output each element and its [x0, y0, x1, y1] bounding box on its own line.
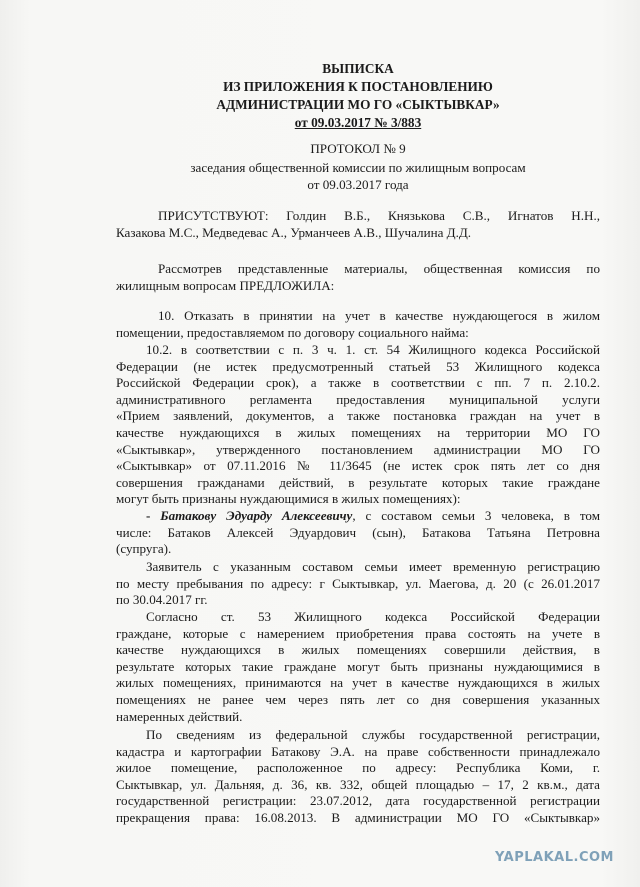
- intro-line-1: Рассмотрев представленные материалы, общественная комиссия по: [158, 261, 600, 276]
- intro-line-2: жилищным вопросам ПРЕДЛОЖИЛА:: [116, 277, 335, 293]
- federal-line: кадастра и картографии Батакову Э.А. на праве собственности принадлежало: [116, 743, 600, 759]
- intro-paragraph: [116, 261, 600, 294]
- article-53-line: качестве нуждающихся в жилых помещениях совершили действия, в: [116, 642, 600, 658]
- present-line-2: Казакова М.С., Медведевас А., Урманчеев А.В., Шучалина Д.Д.: [116, 224, 472, 240]
- item-10-2-line: административного регламента предоставления муниципальной услуги: [116, 391, 600, 407]
- item-10-2-line: «Прием заявлений, документов, а также постановка граждан на учет в: [116, 408, 600, 424]
- applicant-line-1: [116, 508, 600, 525]
- article-53-line: Согласно ст. 53 Жилищного кодекса Российской Федерации: [146, 609, 600, 624]
- applicant-line-2: числе: Батаков Алексей Эдуардович (сын), Батакова Татьяна Петровна: [116, 524, 600, 540]
- applicant-dash: -: [146, 508, 161, 523]
- registration-paragraph: [116, 559, 600, 609]
- article-53-line: намеренных действий.: [116, 708, 243, 724]
- item-10-2-line: совершения гражданами действий, в результате которых такие граждане: [116, 474, 600, 490]
- present-line-1: ПРИСУТСТВУЮТ: Голдин В.Б., Князькова С.В., Игнатов Н.Н.,: [158, 208, 600, 223]
- item-10-2-line: «Сыктывкар», утвержденного постановлением администрации МО ГО: [116, 441, 600, 457]
- article-53-line: результате которых такие граждане могут быть признаны нуждающимися в: [116, 658, 600, 674]
- applicant-name: Батакову Эдуарду Алексеевичу: [160, 508, 353, 523]
- federal-line: Сыктывкар, ул. Дальняя, д. 36, кв. 332, общей площадью – 17, 2 кв.м., дата: [116, 776, 600, 792]
- header-line-2: ИЗ ПРИЛОЖЕНИЯ К ПОСТАНОВЛЕНИЮ: [223, 79, 493, 94]
- protocol-subtitle: заседания общественной комиссии по жилищным вопросам: [190, 160, 526, 175]
- protocol-title: ПРОТОКОЛ № 9: [310, 141, 406, 156]
- site-watermark: YAPLAKAL.COM: [495, 850, 614, 865]
- item-10-2-line: «Сыктывкар» от 07.11.2016 № 11/3645 (не истек срок пять лет со дня: [116, 458, 600, 474]
- registration-line: по 30.04.2017 гг.: [116, 592, 208, 608]
- federal-line: жилое помещение, расположенное по адресу: Республика Коми, г.: [116, 760, 600, 776]
- item-10-2-line: качестве нуждающихся в жилых помещениях на территории МО ГО: [116, 424, 600, 440]
- federal-line: По сведениям из федеральной службы государственной регистрации,: [146, 727, 600, 742]
- federal-registry-paragraph: [116, 727, 600, 827]
- protocol-date: от 09.03.2017 года: [307, 177, 409, 192]
- federal-line: государственной регистрации: 23.07.2012, дата государственной регистрации: [116, 793, 600, 809]
- article-53-paragraph: [116, 609, 600, 725]
- article-53-line: граждане, которые с намерением приобретения права состоять на учете в: [116, 625, 600, 641]
- item-10-2: [116, 342, 600, 508]
- article-53-line: помещениях не ранее чем через пять лет со дня совершения указанных: [116, 691, 600, 707]
- item-10-line-2: помещении, предоставляемом по договору социального найма:: [116, 324, 469, 340]
- registration-line: по месту пребывания по адресу: г Сыктывкар, ул. Маегова, д. 20 (с 26.01.2017: [116, 575, 600, 591]
- applicant-family: , с составом семьи 3 человека, в том: [352, 508, 601, 523]
- applicant-line-3: (супруга).: [116, 541, 172, 557]
- header-line-1: ВЫПИСКА: [322, 61, 394, 76]
- item-10-2-line: Федерации (не истек предусмотренный статьей 53 Жилищного кодекса: [116, 358, 600, 374]
- protocol-heading: [116, 140, 600, 193]
- registration-line: Заявитель с указанным составом семьи имеет временную регистрацию: [146, 559, 600, 574]
- item-10-line-1: 10. Отказать в принятии на учет в качестве нуждающегося в жилом: [158, 308, 600, 323]
- header-line-4: от 09.03.2017 № 3/883: [294, 115, 422, 130]
- item-10-2-line: могут быть признаны нуждающимися в жилых помещениях):: [116, 491, 461, 507]
- federal-line: прекращения права: 16.08.2013. В администрации МО ГО «Сыктывкар»: [116, 809, 600, 825]
- article-53-line: жилых помещениях, принимаются на учет в качестве нуждающихся в жилых: [116, 675, 600, 691]
- item-10-2-line: Российской Федерации срок), а также в соответствии с пп. 7 п. 2.10.2.: [116, 375, 600, 391]
- applicant-paragraph: [116, 508, 600, 558]
- present-paragraph: [116, 208, 600, 241]
- document-header: [116, 60, 600, 132]
- header-line-3: АДМИНИСТРАЦИИ МО ГО «СЫКТЫВКАР»: [216, 97, 500, 112]
- item-10: [116, 308, 600, 341]
- item-10-2-line: 10.2. в соответствии с п. 3 ч. 1. ст. 54 Жилищного кодекса Российской: [146, 342, 600, 357]
